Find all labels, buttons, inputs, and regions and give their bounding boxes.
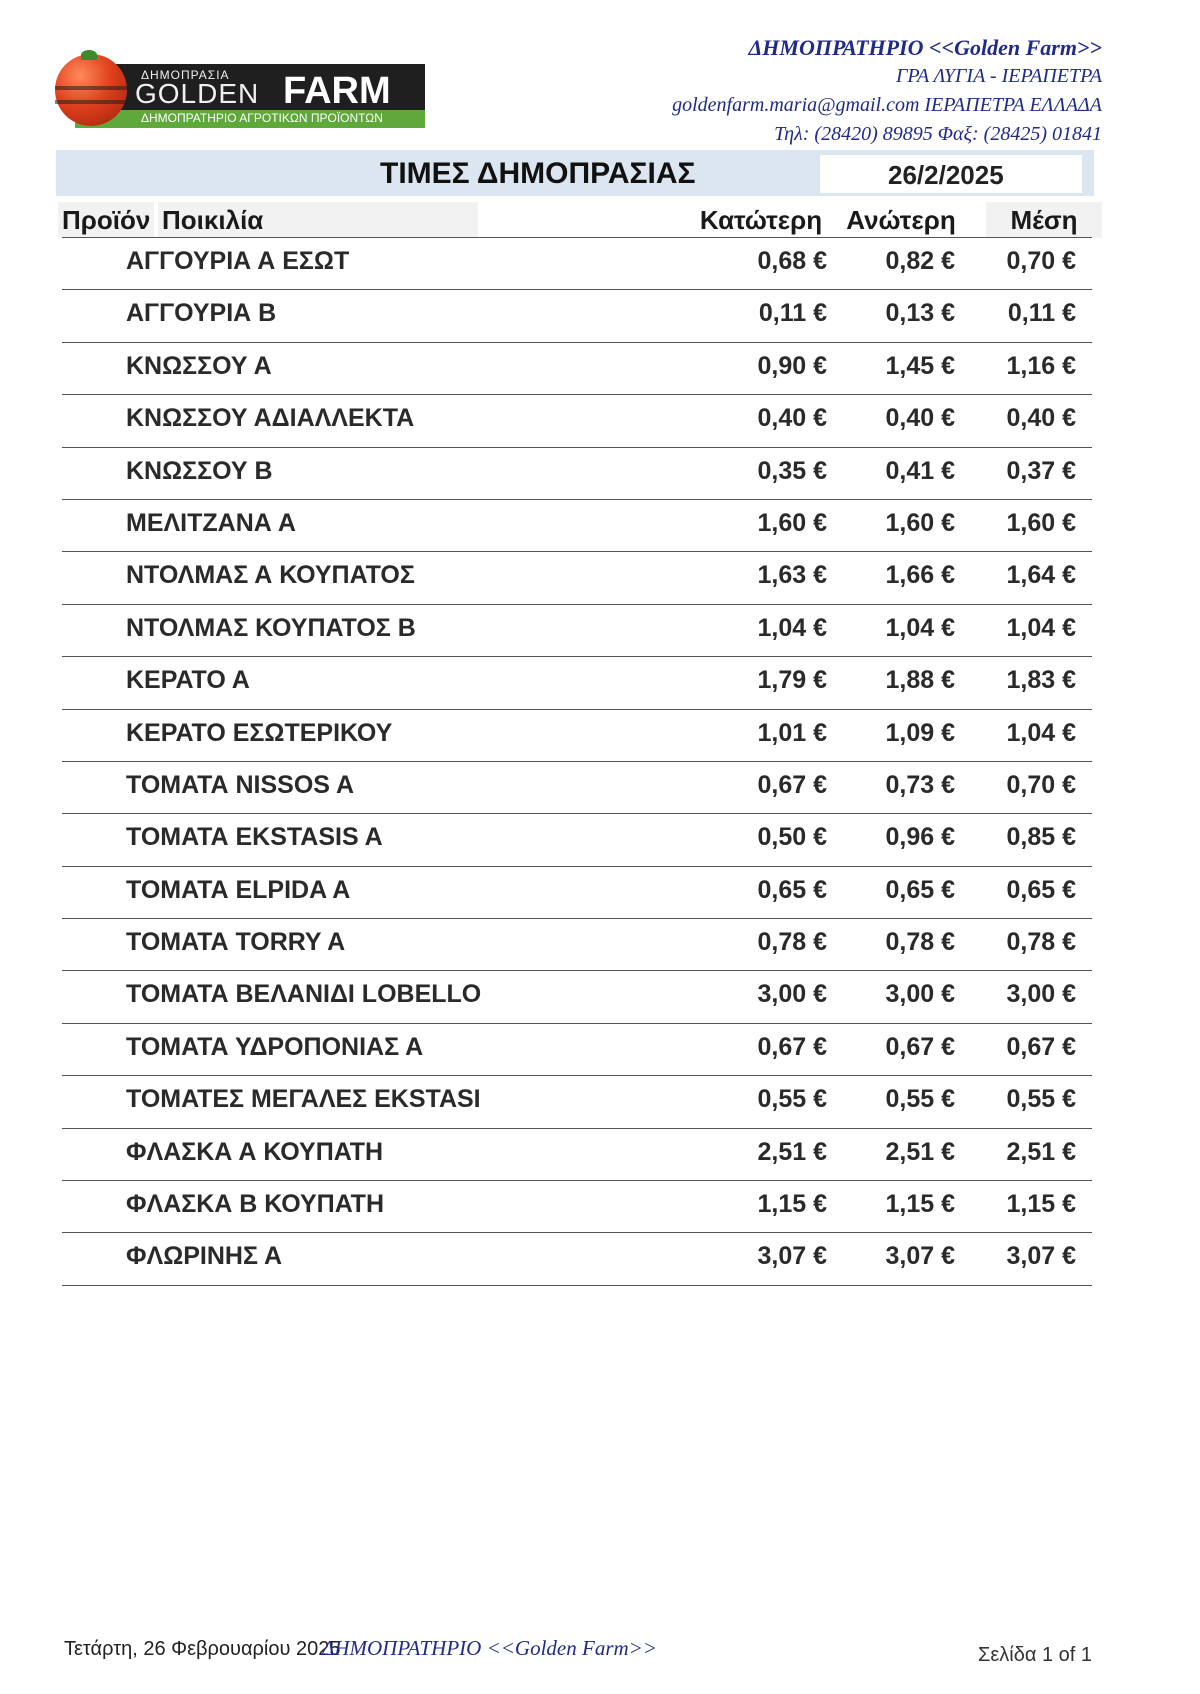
price-table [62,238,1092,1286]
row-variety: ΑΓΓΟΥΡΙΑ Β [126,299,277,328]
row-variety: ΚΕΡΑΤΟ ΕΣΩΤΕΡΙΚΟΥ [126,718,393,747]
row-variety: ΚΝΩΣΣΟΥ Β [126,456,273,485]
table-row [62,448,1092,500]
row-high-price: 0,65 € [885,875,955,904]
table-row [62,1076,1092,1128]
row-avg-price: 0,11 € [1007,299,1076,328]
row-low-price: 2,51 € [757,1137,827,1166]
row-high-price: 1,15 € [885,1190,955,1219]
row-high-price: 3,07 € [885,1242,955,1271]
row-variety: ΤΟΜΑΤΑ ΥΔΡΟΠΟΝΙΑΣ Α [126,1032,424,1061]
table-row [62,762,1092,814]
row-variety: ΤΟΜΑΤΑ NISSOS A [126,770,355,799]
column-header-avg: Μέση [986,202,1102,238]
table-row [62,290,1092,342]
table-row [62,552,1092,604]
table-row [62,1024,1092,1076]
row-avg-price: 0,40 € [1006,404,1076,433]
row-avg-price: 1,64 € [1006,561,1076,590]
row-variety: ΑΓΓΟΥΡΙΑ Α ΕΣΩΤ [126,247,350,275]
row-high-price: 1,04 € [885,613,955,642]
table-row [62,238,1092,290]
table-row [62,395,1092,447]
row-low-price: 0,40 € [757,404,827,433]
table-row [62,867,1092,919]
row-variety: ΝΤΟΛΜΑΣ ΚΟΥΠΑΤΟΣ Β [126,613,416,642]
row-avg-price: 1,16 € [1006,351,1076,380]
row-variety: ΤΟΜΑΤΑ ΒΕΛΑΝΙΔΙ LOBELLO [126,980,482,1009]
row-variety: ΤΟΜΑΤΑ TORRY A [126,928,346,957]
table-row [62,1233,1092,1285]
row-high-price: 2,51 € [885,1137,955,1166]
table-row [62,1181,1092,1233]
row-high-price: 0,82 € [885,247,955,275]
row-low-price: 1,79 € [757,666,827,695]
row-variety: ΝΤΟΛΜΑΣ Α ΚΟΥΠΑΤΟΣ [126,561,415,590]
row-low-price: 1,04 € [757,613,827,642]
row-high-price: 0,78 € [885,928,955,957]
row-low-price: 0,11 € [758,299,827,328]
row-variety: ΦΛΑΣΚΑ Α ΚΟΥΠΑΤΗ [126,1137,384,1166]
row-high-price: 3,00 € [885,980,955,1009]
row-variety: ΜΕΛΙΤΖΑΝΑ Α [126,508,296,537]
row-avg-price: 1,04 € [1006,718,1076,747]
auction-date: 26/2/2025 [888,160,1004,190]
company-header [672,34,1102,149]
row-variety: ΚΝΩΣΣΟΥ Α [126,351,272,380]
row-avg-price: 0,85 € [1006,823,1076,852]
row-avg-price: 0,67 € [1006,1032,1076,1061]
row-avg-price: 0,37 € [1006,456,1076,485]
row-avg-price: 2,51 € [1006,1137,1076,1166]
row-variety: ΤΟΜΑΤΑ ELPIDA A [126,875,351,904]
row-avg-price: 0,55 € [1006,1085,1076,1114]
row-low-price: 0,78 € [757,928,827,957]
column-header-product: Προϊόν [58,202,154,238]
page-title: ΤΙΜΕΣ ΔΗΜΟΠΡΑΣΙΑΣ [380,157,696,190]
row-low-price: 1,15 € [757,1190,827,1219]
tomato-stem-icon [81,50,97,60]
row-avg-price: 1,15 € [1006,1190,1076,1219]
row-high-price: 1,45 € [885,351,955,380]
row-low-price: 0,67 € [757,1032,827,1061]
table-row [62,605,1092,657]
row-avg-price: 3,07 € [1006,1242,1076,1271]
table-row [62,657,1092,709]
footer-page-number: Σελίδα 1 of 1 [977,1644,1092,1666]
row-high-price: 1,66 € [885,561,955,590]
row-variety: ΤΟΜΑΤΕΣ ΜΕΓΑΛΕΣ EKSTASI [126,1085,481,1114]
row-variety: ΤΟΜΑΤΑ EKSTASIS A [126,823,383,852]
row-high-price: 0,67 € [885,1032,955,1061]
row-avg-price: 0,78 € [1006,928,1076,957]
row-low-price: 3,00 € [757,980,827,1009]
row-variety: ΚΝΩΣΣΟΥ ΑΔΙΑΛΛΕΚΤΑ [126,404,415,433]
row-low-price: 3,07 € [757,1242,827,1271]
column-header-low: Κατώτερη [699,205,823,235]
row-low-price: 0,68 € [757,247,827,275]
row-low-price: 0,50 € [757,823,827,852]
row-avg-price: 3,00 € [1006,980,1076,1009]
row-high-price: 0,73 € [885,770,955,799]
company-location: ΓΡΑ ΛΥΓΙΑ - ΙΕΡΑΠΕΤΡΑ [895,65,1102,87]
row-high-price: 0,41 € [885,456,955,485]
row-low-price: 1,01 € [757,718,827,747]
footer-company: ΔΗΜΟΠΡΑΤΗΡΙΟ <<Golden Farm>> [322,1636,658,1660]
table-row [62,919,1092,971]
row-avg-price: 0,70 € [1006,247,1076,275]
row-low-price: 0,65 € [757,875,827,904]
row-high-price: 0,13 € [885,299,955,328]
row-avg-price: 1,60 € [1006,508,1076,537]
company-logo [55,50,425,128]
logo-farm-text: FARM [283,70,391,112]
row-high-price: 0,96 € [885,823,955,852]
logo-golden-text: GOLDEN [135,78,260,109]
row-low-price: 0,35 € [757,456,827,485]
company-name: ΔΗΜΟΠΡΑΤΗΡΙΟ <<Golden Farm>> [748,35,1102,60]
row-avg-price: 0,65 € [1006,875,1076,904]
logo-top-text: ΔΗΜΟΠΡΑΣΙΑ [141,68,230,82]
table-row [62,971,1092,1023]
row-variety: ΦΛΩΡΙΝΗΣ Α [126,1242,283,1271]
tomato-icon [55,54,127,126]
row-avg-price: 1,83 € [1006,666,1076,695]
row-high-price: 0,55 € [885,1085,955,1114]
row-high-price: 1,09 € [885,718,955,747]
column-header-variety: Ποικιλία [158,202,478,238]
table-row [62,814,1092,866]
table-row [62,343,1092,395]
company-email-city: goldenfarm.maria@gmail.com ΙΕΡΑΠΕΤΡΑ ΕΛΛΑΔΑ [672,94,1102,116]
row-variety: ΦΛΑΣΚΑ Β ΚΟΥΠΑΤΗ [126,1190,384,1219]
row-low-price: 0,67 € [757,770,827,799]
logo-subtitle: ΔΗΜΟΠΡΑΤΗΡΙΟ ΑΓΡΟΤΙΚΩΝ ΠΡΟΪΟΝΤΩΝ [141,111,383,125]
row-variety: ΚΕΡΑΤΟ Α [126,666,250,695]
company-phones: Τηλ: (28420) 89895 Φαξ: (28425) 01841 [774,123,1102,145]
row-high-price: 1,88 € [885,666,955,695]
row-low-price: 1,63 € [757,561,827,590]
table-row [62,1129,1092,1181]
column-header-high: Ανώτερη [846,205,956,235]
row-low-price: 1,60 € [757,508,827,537]
row-high-price: 1,60 € [885,508,955,537]
table-row [62,710,1092,762]
row-avg-price: 0,70 € [1006,770,1076,799]
footer-date: Τετάρτη, 26 Φεβρουαρίου 2025 [64,1638,341,1660]
row-avg-price: 1,04 € [1006,613,1076,642]
row-low-price: 0,90 € [757,351,827,380]
row-low-price: 0,55 € [757,1085,827,1114]
table-row [62,500,1092,552]
row-high-price: 0,40 € [885,404,955,433]
